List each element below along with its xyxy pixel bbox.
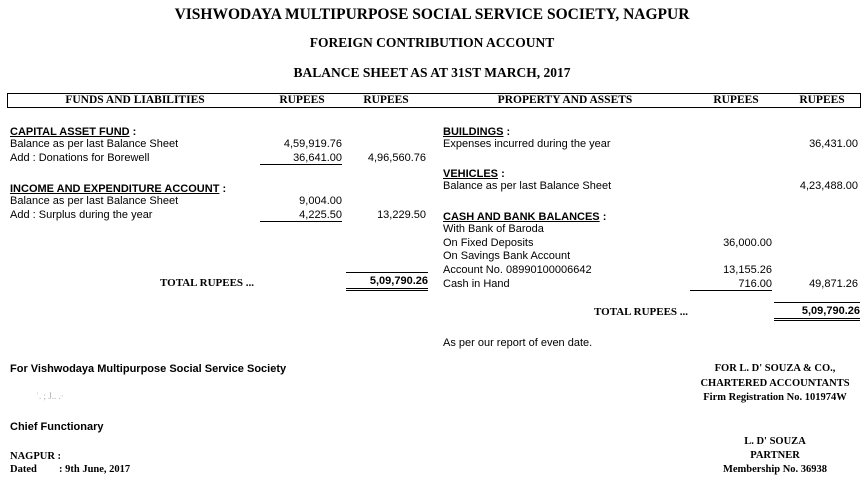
cash-bank-row-2-label: On Fixed Deposits [443, 237, 534, 249]
assets-total-label: TOTAL RUPEES ... [594, 306, 689, 318]
liabilities-total-value: 5,09,790.26 [346, 272, 428, 291]
col-right-rupees-1: RUPEES [713, 94, 759, 106]
col-left-rupees-2: RUPEES [363, 94, 409, 106]
cash-bank-savings-amount: 13,155.26 [723, 264, 772, 276]
col-property-assets: PROPERTY AND ASSETS [497, 94, 633, 106]
partner-name: L. D' SOUZA [744, 436, 806, 447]
liabilities-total-label: TOTAL RUPEES ... [160, 277, 255, 289]
cash-bank-row-1-label: With Bank of Baroda [443, 223, 544, 235]
cash-in-hand-amount: 716.00 [690, 278, 772, 291]
society-signatory-line: For Vishwodaya Multipurpose Social Service Society [10, 363, 287, 375]
income-account-row-1-amount: 9,004.00 [299, 195, 342, 207]
vehicles-row-1-label: Balance as per last Balance Sheet [443, 180, 612, 192]
report-note: As per our report of even date. [443, 337, 593, 349]
cash-bank-row-3-label: On Savings Bank Account [443, 250, 571, 262]
cash-bank-row-5-label: Cash in Hand [443, 278, 510, 290]
dated-label: Dated [10, 464, 37, 475]
dated-value: : 9th June, 2017 [59, 464, 131, 475]
income-account-row-2-amount: 4,225.50 [260, 209, 342, 222]
vehicles-heading: VEHICLES : [443, 168, 505, 180]
chief-functionary-label: Chief Functionary [10, 421, 104, 433]
balance-sheet-heading: BALANCE SHEET AS AT 31ST MARCH, 2017 [293, 65, 571, 80]
income-account-total: 13,229.50 [377, 209, 426, 221]
signature-mark: ˙. ; J.. .· [36, 391, 64, 401]
membership-number: Membership No. 36938 [722, 464, 828, 475]
cash-bank-row-4-label: Account No. 08990100006642 [443, 264, 592, 276]
capital-fund-total: 4,96,560.76 [367, 152, 426, 164]
col-right-rupees-2: RUPEES [799, 94, 845, 106]
partner-title: PARTNER [750, 450, 800, 461]
cash-bank-heading: CASH AND BANK BALANCES : [443, 211, 607, 223]
firm-registration: Firm Registration No. 101974W [703, 392, 847, 403]
vehicles-total: 4,23,488.00 [799, 180, 858, 192]
col-left-rupees-1: RUPEES [279, 94, 325, 106]
capital-fund-row-2-label: Add : Donations for Borewell [10, 152, 150, 164]
buildings-total: 36,431.00 [809, 138, 858, 150]
income-account-heading: INCOME AND EXPENDITURE ACCOUNT : [10, 183, 227, 195]
auditor-firm: FOR L. D' SOUZA & CO., [714, 363, 836, 374]
account-subtitle: FOREIGN CONTRIBUTION ACCOUNT [309, 35, 555, 50]
col-funds-liabilities: FUNDS AND LIABILITIES [65, 94, 205, 106]
buildings-heading: BUILDINGS : [443, 126, 511, 138]
assets-total-value: 5,09,790.26 [774, 302, 860, 321]
income-account-row-2-label: Add : Surplus during the year [10, 209, 153, 221]
place-label: NAGPUR : [10, 451, 62, 462]
society-title: VISHWODAYA MULTIPURPOSE SOCIAL SERVICE SOCIETY, NAGPUR [174, 6, 690, 23]
auditor-type: CHARTERED ACCOUNTANTS [700, 378, 850, 389]
capital-fund-row-2-amount: 36,641.00 [260, 152, 342, 165]
capital-fund-heading: CAPITAL ASSET FUND : [10, 126, 137, 138]
cash-bank-fixed-deposit-amount: 36,000.00 [723, 237, 772, 249]
capital-fund-row-1-label: Balance as per last Balance Sheet [10, 138, 179, 150]
capital-fund-row-1-amount: 4,59,919.76 [283, 138, 342, 150]
income-account-row-1-label: Balance as per last Balance Sheet [10, 195, 179, 207]
buildings-row-1-label: Expenses incurred during the year [443, 138, 611, 150]
cash-bank-total: 49,871.26 [809, 278, 858, 290]
